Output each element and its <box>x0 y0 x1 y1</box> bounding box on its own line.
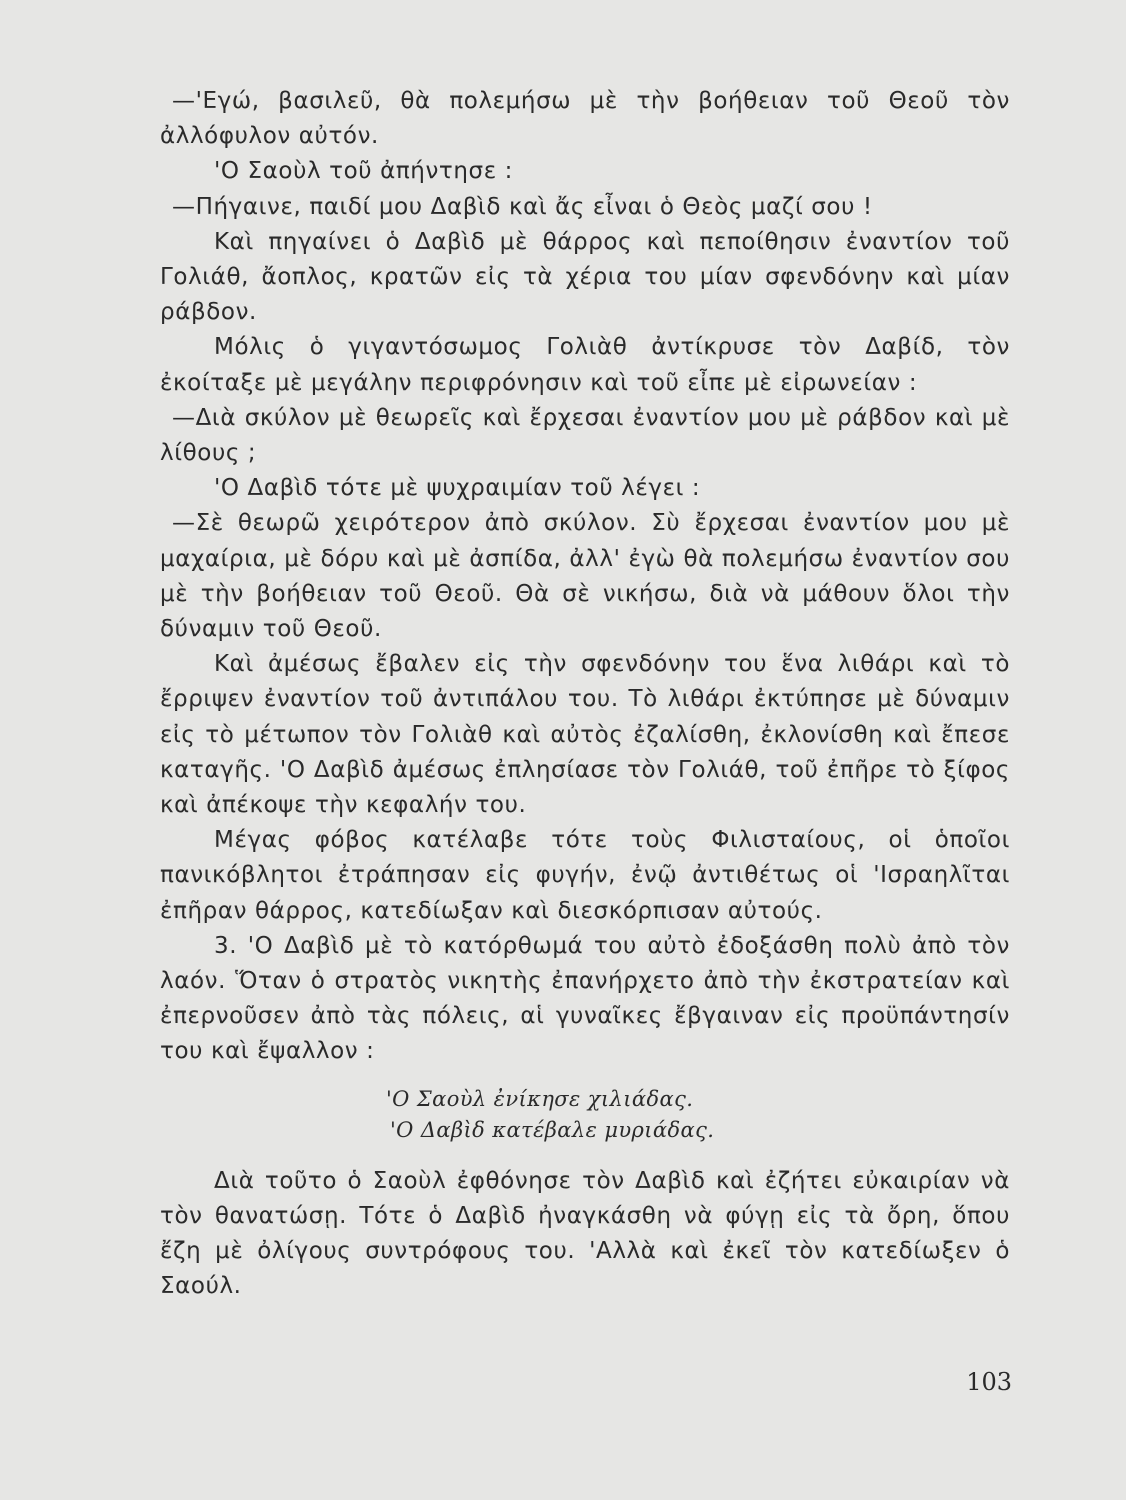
paragraph-7: 'Ο Δαβὶδ τότε μὲ ψυχραιμίαν τοῦ λέγει : <box>214 475 701 502</box>
verse-line-1: 'Ο Σαοὺλ ἐνίκησε χιλιάδας. <box>386 1086 694 1111</box>
paragraph-1: —'Εγώ, βασιλεῦ, θὰ πολεμήσω μὲ τὴν βοήθειαν τοῦ Θεοῦ τὸν ἀλλόφυλον αὐτόν. <box>160 88 1010 150</box>
paragraph-5: Μόλις ὁ γιγαντόσωμος Γολιὰθ ἀντίκρυσε τὸν Δαβίδ, τὸν ἐκοίταξε μὲ μεγάλην περιφρόνησιν καὶ τοῦ εἶπε μὲ εἰρωνείαν : <box>160 334 1010 396</box>
body-text <box>160 84 1010 1305</box>
page-number: 103 <box>966 1368 1012 1396</box>
paragraph-10: Μέγας φόβος κατέλαβε τότε τοὺς Φιλισταίους, οἱ ὁποῖοι πανικόβλητοι ἐτράπησαν εἰς φυγήν, ἐνῷ ἀντιθέτως οἱ 'Ισραηλῖται ἐπῆραν θάρρος, κατεδίωξαν καὶ διεσκόρπισαν αὐτούς. <box>160 827 1010 924</box>
paragraph-4: Καὶ πηγαίνει ὁ Δαβὶδ μὲ θάρρος καὶ πεποίθησιν ἐναντίον τοῦ Γολιάθ, ἄοπλος, κρατῶν εἰς τὰ χέρια του μίαν σφενδόνην καὶ μίαν ράβδον. <box>160 228 1010 326</box>
paragraph-9: Καὶ ἀμέσως ἔβαλεν εἰς τὴν σφενδόνην του ἕνα λιθάρι καὶ τὸ ἔρριψεν ἐναντίον τοῦ ἀντιπάλου του. Τὸ λιθάρι ἐκτύπησε μὲ δύναμιν εἰς τὸ μέτωπον τὸν Γολιὰθ καὶ αὐτὸς ἐζαλίσθη, ἐκλονίσθη καὶ ἔπεσε καταγῆς. 'Ο Δαβὶδ ἀμέσως ἐπλησίασε τὸν Γολιάθ, τοῦ ἐπῆρε τὸ ξίφος καὶ ἀπέκοψε τὴν κεφαλήν του. <box>160 651 1010 819</box>
verse-line-2: 'Ο Δαβὶδ κατέβαλε μυριάδας. <box>390 1117 715 1142</box>
paragraph-2: 'Ο Σαοὺλ τοῦ ἀπήντησε : <box>214 158 513 185</box>
paragraph-3: —Πήγαινε, παιδί μου Δαβὶδ καὶ ἄς εἶναι ὁ Θεὸς μαζί σου ! <box>172 193 873 220</box>
paragraph-6: —Διὰ σκύλον μὲ θεωρεῖς καὶ ἔρχεσαι ἐναντίον μου μὲ ράβδον καὶ μὲ λίθους ; <box>160 404 1010 467</box>
paragraph-8: —Σὲ θεωρῶ χειρότερον ἀπὸ σκύλον. Σὺ ἔρχεσαι ἐναντίον μου μὲ μαχαίρια, μὲ δόρυ καὶ μὲ ἀσπίδα, ἀλλ' ἐγὼ θὰ πολεμήσω ἐναντίον σου μὲ τὴν βοήθειαν τοῦ Θεοῦ. Θὰ σὲ νικήσω, διὰ νὰ μάθουν ὅλοι τὴν δύναμιν τοῦ Θεοῦ. <box>160 510 1010 643</box>
paragraph-11: 3. 'Ο Δαβὶδ μὲ τὸ κατόρθωμά του αὐτὸ ἐδοξάσθη πολὺ ἀπὸ τὸν λαόν. Ὅταν ὁ στρατὸς νικητὴς ἐπανήρχετο ἀπὸ τὴν ἐκστρατείαν καὶ ἐπερνοῦσεν ἀπὸ τὰς πόλεις, αἱ γυναῖκες ἔβγαιναν εἰς προϋπάντησίν του καὶ ἔψαλλον : <box>160 932 1010 1065</box>
song-verse <box>160 1084 1010 1146</box>
closing-paragraph: Διὰ τοῦτο ὁ Σαοὺλ ἐφθόνησε τὸν Δαβὶδ καὶ ἐζήτει εὐκαιρίαν νὰ τὸν θανατώσῃ. Τότε ὁ Δαβὶδ ἠναγκάσθη νὰ φύγῃ εἰς τὰ ὄρη, ὅπου ἔζη μὲ ὀλίγους συντρόφους του. 'Αλλὰ καὶ ἐκεῖ τὸν κατεδίωξεν ὁ Σαούλ. <box>160 1167 1010 1300</box>
